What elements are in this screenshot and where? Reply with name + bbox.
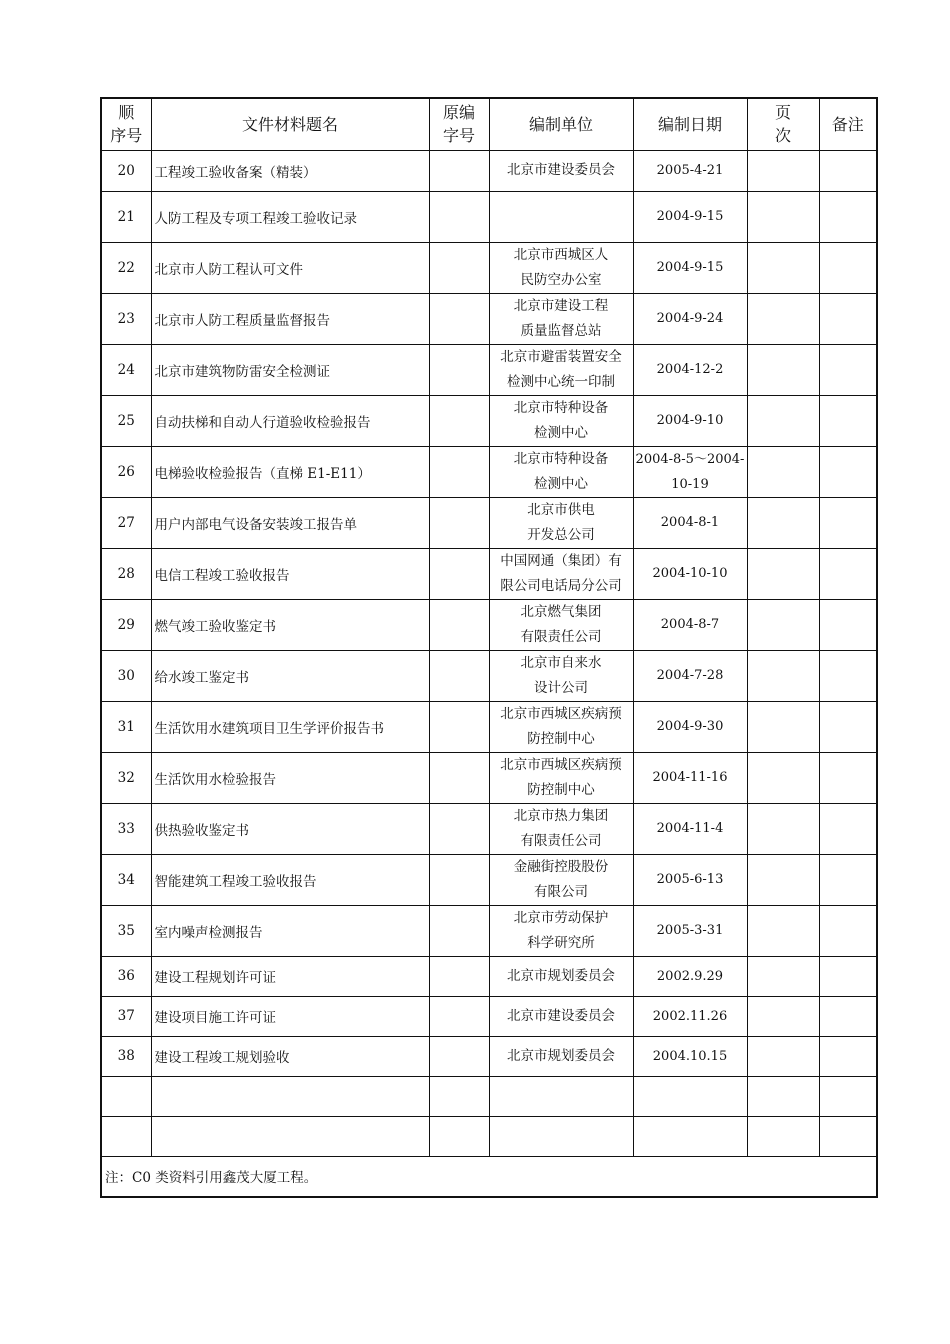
row-unit-line: 北京市西城区疾病预: [500, 756, 622, 773]
row-orig-no: [429, 905, 489, 956]
row-orig-no: [429, 1116, 489, 1156]
row-remark: [819, 446, 877, 497]
row-date-line: 2005-3-31: [656, 923, 724, 938]
row-page: [747, 548, 819, 599]
row-remark: [819, 1116, 877, 1156]
row-date: [633, 599, 747, 650]
row-remark: [819, 344, 877, 395]
row-remark: [819, 395, 877, 446]
row-title: 燃气竣工验收鉴定书: [151, 599, 429, 650]
row-title: 建设工程规划许可证: [151, 956, 429, 996]
table-row: [101, 752, 877, 803]
row-page: [747, 1036, 819, 1076]
row-unit-line: 科学研究所: [527, 934, 595, 951]
row-title: 人防工程及专项工程竣工验收记录: [151, 191, 429, 242]
row-no: 26: [101, 446, 151, 497]
row-page: [747, 1116, 819, 1156]
table-row: [101, 395, 877, 446]
table-row: [101, 242, 877, 293]
row-unit: [489, 752, 633, 803]
row-date-line: 2005-6-13: [656, 872, 724, 887]
row-page: [747, 293, 819, 344]
row-orig-no: [429, 650, 489, 701]
row-unit-line: 检测中心: [534, 424, 588, 441]
row-page: [747, 150, 819, 191]
row-remark: [819, 1036, 877, 1076]
row-remark: [819, 905, 877, 956]
row-orig-no: [429, 1036, 489, 1076]
row-unit: [489, 1076, 633, 1116]
header-page-line1: 页: [774, 103, 791, 123]
row-unit-line: 北京燃气集团: [520, 603, 602, 620]
row-date: [633, 1076, 747, 1116]
row-date-line: 2004-8-1: [660, 515, 720, 530]
header-orig-no-line1: 原编: [442, 103, 475, 123]
row-no: 25: [101, 395, 151, 446]
row-no: 33: [101, 803, 151, 854]
row-orig-no: [429, 599, 489, 650]
row-page: [747, 752, 819, 803]
row-date: [633, 548, 747, 599]
row-orig-no: [429, 242, 489, 293]
table-row: [101, 650, 877, 701]
row-page: [747, 446, 819, 497]
row-no: 38: [101, 1036, 151, 1076]
row-orig-no: [429, 956, 489, 996]
table-row: [101, 1076, 877, 1116]
row-date-line: 2004-11-4: [656, 821, 724, 836]
table-row: [101, 293, 877, 344]
row-page: [747, 701, 819, 752]
row-page: [747, 242, 819, 293]
row-unit: [489, 344, 633, 395]
row-unit-line: 北京市建设工程: [513, 297, 609, 314]
table-row: [101, 956, 877, 996]
row-no: 30: [101, 650, 151, 701]
row-title: 自动扶梯和自动人行道验收检验报告: [151, 395, 429, 446]
row-remark: [819, 701, 877, 752]
row-date: [633, 854, 747, 905]
row-orig-no: [429, 548, 489, 599]
row-orig-no: [429, 150, 489, 191]
row-title: 室内噪声检测报告: [151, 905, 429, 956]
table-row: [101, 1116, 877, 1156]
row-date: [633, 242, 747, 293]
header-date: 编制日期: [633, 98, 747, 150]
row-date-line: 2004-8-7: [660, 617, 720, 632]
header-unit: 编制单位: [489, 98, 633, 150]
row-unit: [489, 996, 633, 1036]
row-unit-line: 北京市供电: [527, 501, 595, 518]
row-unit-line: 北京市西城区疾病预: [500, 705, 622, 722]
row-page: [747, 344, 819, 395]
row-unit: [489, 395, 633, 446]
row-unit-line: 防控制中心: [527, 781, 595, 798]
row-unit-line: 限公司电话局分公司: [500, 577, 622, 594]
row-page: [747, 854, 819, 905]
row-date: [633, 1116, 747, 1156]
note-row: [101, 1156, 877, 1197]
row-remark: [819, 1076, 877, 1116]
row-remark: [819, 803, 877, 854]
row-date-line: 2004-9-10: [656, 413, 724, 428]
row-remark: [819, 956, 877, 996]
row-orig-no: [429, 803, 489, 854]
row-page: [747, 905, 819, 956]
row-remark: [819, 752, 877, 803]
row-remark: [819, 650, 877, 701]
row-unit-line: 民防空办公室: [520, 271, 602, 288]
row-date-line: 2005-4-21: [656, 163, 724, 178]
row-orig-no: [429, 446, 489, 497]
row-date-line: 2004-9-15: [656, 260, 724, 275]
document-table: [100, 97, 878, 1198]
row-orig-no: [429, 701, 489, 752]
row-unit-line: 质量监督总站: [520, 322, 602, 339]
row-page: [747, 956, 819, 996]
row-remark: [819, 854, 877, 905]
row-title: 智能建筑工程竣工验收报告: [151, 854, 429, 905]
header-row: [101, 98, 877, 150]
table-row: [101, 803, 877, 854]
row-date-line: 2004-9-24: [656, 311, 724, 326]
row-date: [633, 650, 747, 701]
row-date: [633, 1036, 747, 1076]
row-date-line: 10-19: [671, 476, 709, 492]
row-date: [633, 497, 747, 548]
row-title: 建设工程竣工规划验收: [151, 1036, 429, 1076]
row-orig-no: [429, 752, 489, 803]
row-no: 34: [101, 854, 151, 905]
row-unit-line: 防控制中心: [527, 730, 595, 747]
row-unit: [489, 1116, 633, 1156]
row-unit-line: 北京市自来水: [520, 654, 602, 671]
row-remark: [819, 191, 877, 242]
row-remark: [819, 293, 877, 344]
row-unit-line: 北京市建设委员会: [507, 1007, 615, 1024]
row-date: [633, 996, 747, 1036]
row-unit: [489, 650, 633, 701]
row-unit-line: 有限公司: [534, 883, 588, 900]
table-row: [101, 344, 877, 395]
row-title: 北京市人防工程质量监督报告: [151, 293, 429, 344]
header-title: 文件材料题名: [151, 98, 429, 150]
row-no: 22: [101, 242, 151, 293]
row-title: 建设项目施工许可证: [151, 996, 429, 1036]
row-no: 37: [101, 996, 151, 1036]
row-page: [747, 650, 819, 701]
header-remark: 备注: [819, 98, 877, 150]
row-unit-line: 北京市劳动保护: [513, 909, 609, 926]
row-orig-no: [429, 293, 489, 344]
row-orig-no: [429, 497, 489, 548]
row-date-line: 2002.9.29: [656, 968, 724, 984]
table-row: [101, 548, 877, 599]
row-unit-line: 北京市规划委员会: [507, 967, 615, 984]
row-date-line: 2002.11.26: [652, 1008, 728, 1024]
header-no-line1: 顺: [118, 103, 135, 123]
table-row: [101, 701, 877, 752]
row-date: [633, 150, 747, 191]
row-title: [151, 1116, 429, 1156]
row-unit-line: 有限责任公司: [520, 832, 602, 849]
row-unit-line: 检测中心: [534, 475, 588, 492]
row-unit: [489, 956, 633, 996]
row-unit-line: 中国网通（集团）有: [500, 552, 622, 569]
row-no: 32: [101, 752, 151, 803]
table-row: [101, 446, 877, 497]
row-title: [151, 1076, 429, 1116]
row-page: [747, 1076, 819, 1116]
row-date-line: 2004.10.15: [652, 1048, 728, 1064]
row-unit: [489, 701, 633, 752]
row-page: [747, 803, 819, 854]
row-unit: [489, 854, 633, 905]
row-date: [633, 344, 747, 395]
row-unit: [489, 150, 633, 191]
row-orig-no: [429, 996, 489, 1036]
row-remark: [819, 996, 877, 1036]
row-unit-line: 北京市避雷装置安全: [500, 348, 622, 365]
row-no: 27: [101, 497, 151, 548]
row-unit-line: 北京市西城区人: [513, 246, 609, 263]
row-no: 36: [101, 956, 151, 996]
row-unit: [489, 905, 633, 956]
row-remark: [819, 599, 877, 650]
row-no: 28: [101, 548, 151, 599]
row-unit: [489, 1036, 633, 1076]
row-title: 给水竣工鉴定书: [151, 650, 429, 701]
row-title: 生活饮用水建筑项目卫生学评价报告书: [151, 701, 429, 752]
row-orig-no: [429, 1076, 489, 1116]
table-row: [101, 854, 877, 905]
row-unit-line: 金融街控股股份: [513, 858, 609, 875]
table-row: [101, 599, 877, 650]
row-no: 20: [101, 150, 151, 191]
row-unit-line: 北京市特种设备: [513, 450, 609, 467]
header-orig-no-line2: 字号: [442, 126, 475, 146]
row-title: 生活饮用水检验报告: [151, 752, 429, 803]
row-date: [633, 701, 747, 752]
row-unit: [489, 803, 633, 854]
table-row: [101, 905, 877, 956]
row-no: [101, 1116, 151, 1156]
row-title: 工程竣工验收备案（精装）: [151, 150, 429, 191]
row-remark: [819, 242, 877, 293]
row-date: [633, 446, 747, 497]
header-page-line2: 次: [774, 126, 791, 146]
row-no: 21: [101, 191, 151, 242]
row-page: [747, 599, 819, 650]
table-row: [101, 1036, 877, 1076]
row-date: [633, 191, 747, 242]
row-orig-no: [429, 854, 489, 905]
row-page: [747, 497, 819, 548]
row-title: 供热验收鉴定书: [151, 803, 429, 854]
row-unit-line: 开发总公司: [527, 526, 595, 543]
row-orig-no: [429, 344, 489, 395]
row-remark: [819, 150, 877, 191]
table-body: [101, 150, 877, 1156]
row-page: [747, 191, 819, 242]
table-row: [101, 497, 877, 548]
table-row: [101, 996, 877, 1036]
row-unit: [489, 446, 633, 497]
row-date-line: 2004-12-2: [656, 362, 724, 377]
row-no: 23: [101, 293, 151, 344]
row-date-line: 2004-9-15: [656, 209, 724, 224]
row-title: 电信工程竣工验收报告: [151, 548, 429, 599]
row-date-line: 2004-11-16: [652, 770, 728, 785]
row-date-line: 2004-8-5～2004-: [635, 451, 745, 467]
row-unit: [489, 548, 633, 599]
row-no: 35: [101, 905, 151, 956]
header-page: [747, 98, 819, 150]
row-date: [633, 905, 747, 956]
table-row: [101, 191, 877, 242]
row-title: 北京市人防工程认可文件: [151, 242, 429, 293]
row-orig-no: [429, 395, 489, 446]
row-date: [633, 803, 747, 854]
row-page: [747, 395, 819, 446]
header-orig-no: [429, 98, 489, 150]
row-title: 用户内部电气设备安装竣工报告单: [151, 497, 429, 548]
row-unit-line: 北京市规划委员会: [507, 1047, 615, 1064]
row-date: [633, 956, 747, 996]
note-text: 注：C0 类资料引用鑫茂大厦工程。: [101, 1156, 877, 1197]
table-row: [101, 150, 877, 191]
row-no: 29: [101, 599, 151, 650]
row-unit: [489, 293, 633, 344]
row-no: 31: [101, 701, 151, 752]
row-orig-no: [429, 191, 489, 242]
row-remark: [819, 548, 877, 599]
header-no: [101, 98, 151, 150]
row-remark: [819, 497, 877, 548]
row-page: [747, 996, 819, 1036]
row-unit-line: 有限责任公司: [520, 628, 602, 645]
row-unit: [489, 497, 633, 548]
row-title: 北京市建筑物防雷安全检测证: [151, 344, 429, 395]
row-date: [633, 752, 747, 803]
row-unit-line: 检测中心统一印制: [507, 373, 615, 390]
row-unit: [489, 191, 633, 242]
row-unit-line: 设计公司: [534, 679, 588, 696]
row-no: [101, 1076, 151, 1116]
header-no-line2: 序号: [110, 126, 143, 146]
row-unit: [489, 599, 633, 650]
row-no: 24: [101, 344, 151, 395]
row-unit-line: 北京市建设委员会: [507, 162, 615, 178]
row-unit-line: 北京市热力集团: [513, 807, 609, 824]
row-date-line: 2004-9-30: [656, 719, 724, 734]
row-date-line: 2004-7-28: [656, 668, 724, 683]
row-date-line: 2004-10-10: [652, 566, 728, 581]
row-unit-line: 北京市特种设备: [513, 399, 609, 416]
row-unit: [489, 242, 633, 293]
row-title: 电梯验收检验报告（直梯 E1-E11）: [151, 446, 429, 497]
row-date: [633, 293, 747, 344]
row-date: [633, 395, 747, 446]
